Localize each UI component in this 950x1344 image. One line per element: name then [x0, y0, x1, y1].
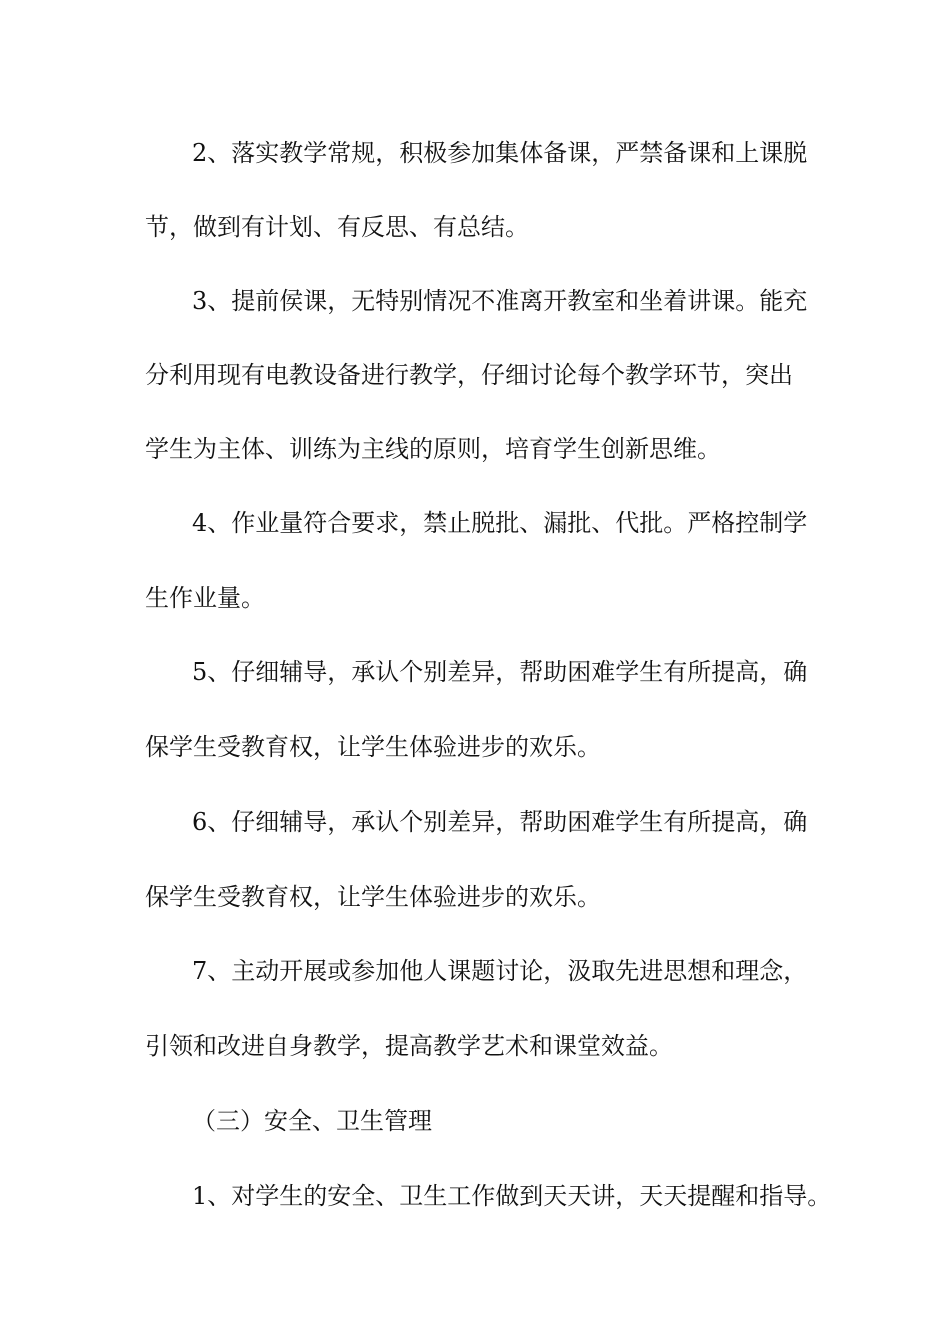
- paragraph-2-line-1: 2、落实教学常规，积极参加集体备课，严禁备课和上课脱: [192, 139, 808, 167]
- paragraph-6-line-2: 保学生受教育权，让学生体验进步的欢乐。: [145, 883, 601, 911]
- paragraph-4-line-2: 生作业量。: [145, 584, 265, 612]
- paragraph-5-line-1: 5、仔细辅导，承认个别差异，帮助困难学生有所提高，确: [192, 658, 808, 686]
- paragraph-2-line-2: 节，做到有计划、有反思、有总结。: [145, 213, 529, 241]
- paragraph-6-line-1: 6、仔细辅导，承认个别差异，帮助困难学生有所提高，确: [192, 808, 808, 836]
- paragraph-4-line-1: 4、作业量符合要求，禁止脱批、漏批、代批。严格控制学: [192, 509, 808, 537]
- paragraph-5-line-2: 保学生受教育权，让学生体验进步的欢乐。: [145, 733, 601, 761]
- paragraph-3-line-3: 学生为主体、训练为主线的原则，培育学生创新思维。: [145, 435, 721, 463]
- paragraph-3-line-2: 分利用现有电教设备进行教学，仔细讨论每个教学环节，突出: [145, 361, 793, 389]
- section-heading: （三）安全、卫生管理: [192, 1107, 432, 1135]
- paragraph-1-line-1: 1、对学生的安全、卫生工作做到天天讲，天天提醒和指导。: [192, 1182, 832, 1210]
- paragraph-3-line-1: 3、提前侯课，无特别情况不准离开教室和坐着讲课。能充: [192, 287, 808, 315]
- paragraph-7-line-2: 引领和改进自身教学，提高教学艺术和课堂效益。: [145, 1032, 673, 1060]
- paragraph-7-line-1: 7、主动开展或参加他人课题讨论，汲取先进思想和理念，: [192, 957, 808, 985]
